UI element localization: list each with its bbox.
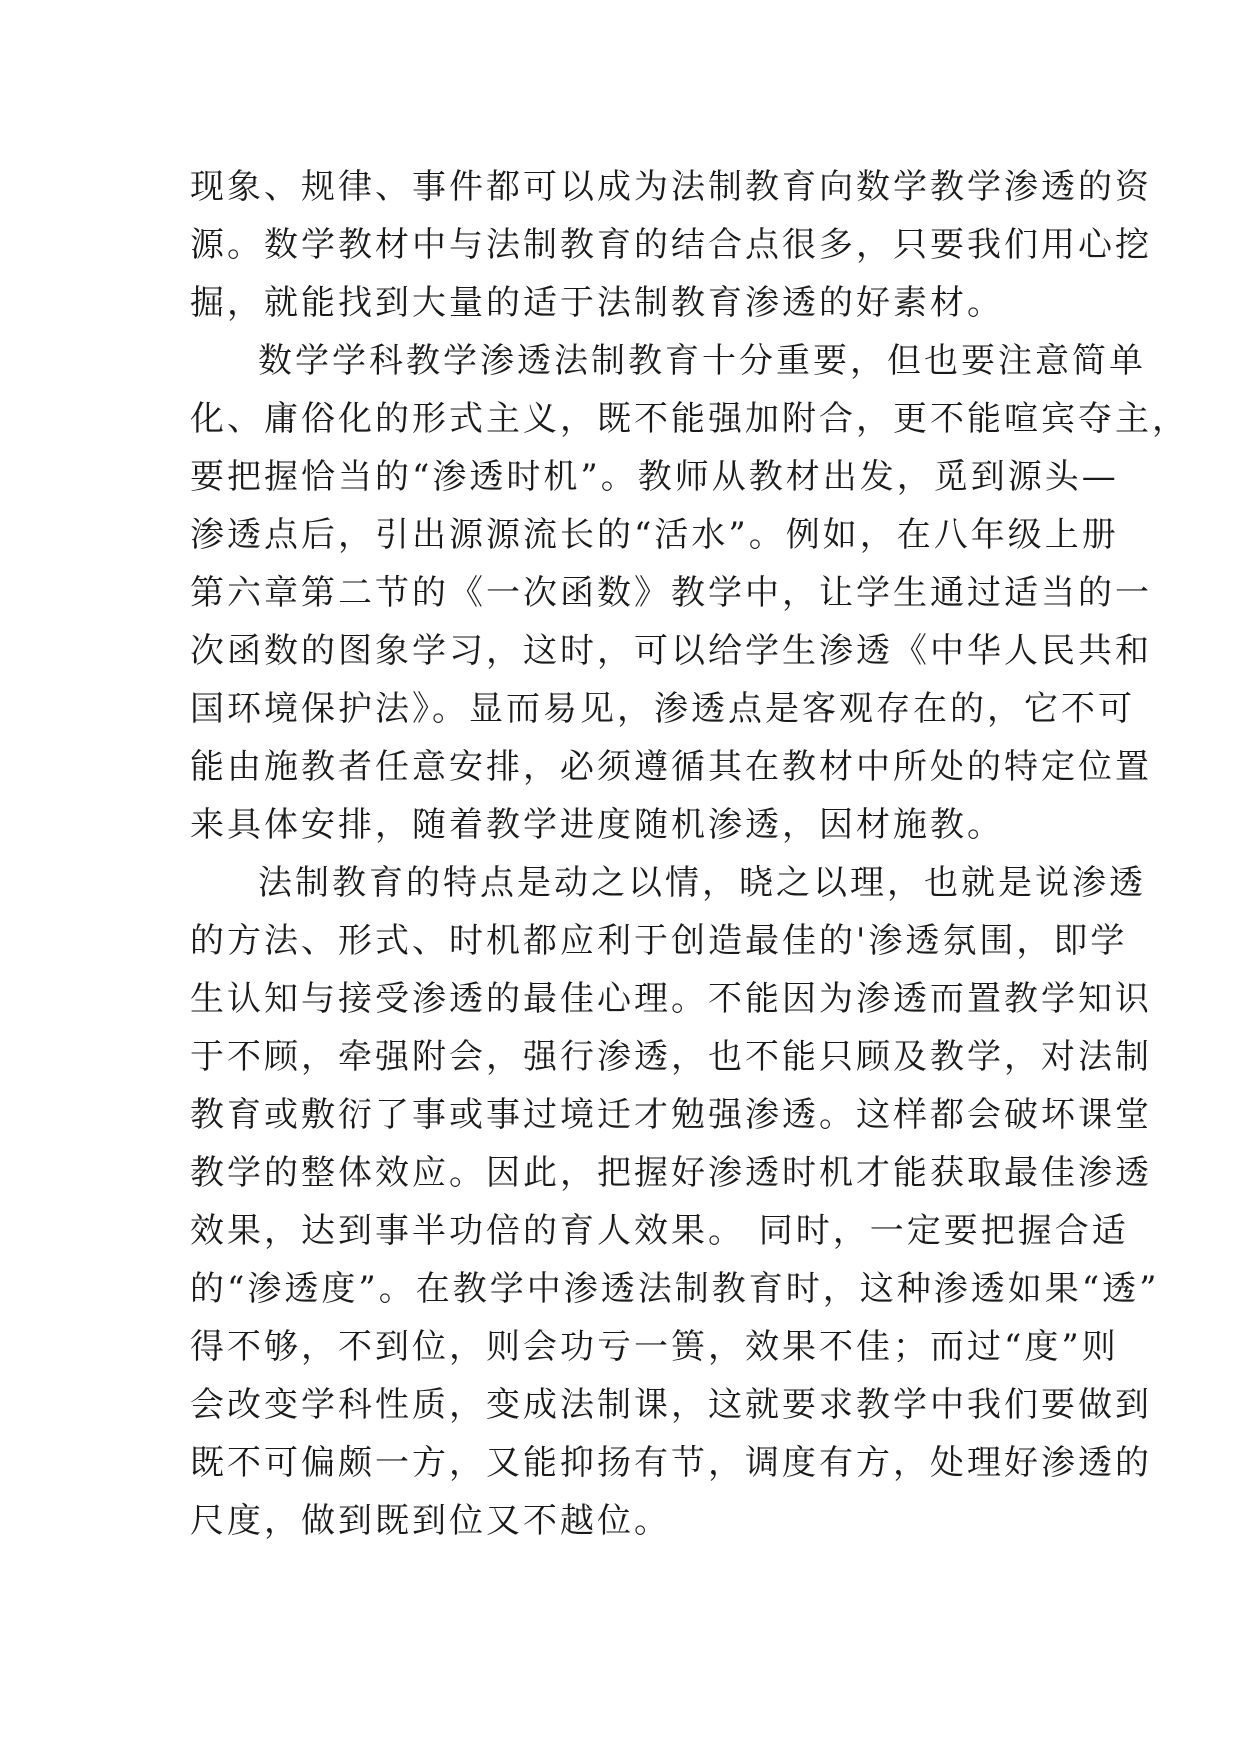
text-line: 渗透点后，引出源源流长的“活水”。例如，在八年级上册 — [190, 515, 1119, 555]
text-line: 效果，达到事半功倍的育人效果。 同时，一定要把握合适 — [190, 1211, 1129, 1251]
text-line: 教育或敷衍了事或事过境迁才勉强渗透。这样都会破坏课堂 — [190, 1095, 1152, 1135]
text-line: 教学的整体效应。因此，把握好渗透时机才能获取最佳渗透 — [190, 1153, 1152, 1193]
text-line: 国环境保护法》。显而易见，渗透点是客观存在的，它不可 — [190, 689, 1135, 729]
text-line: 既不可偏颇一方，又能抑扬有节，调度有方，处理好渗透的 — [190, 1443, 1152, 1483]
text-line: 的“渗透度”。在教学中渗透法制教育时，这种渗透如果“透” — [190, 1269, 1160, 1309]
text-line: 会改变学科性质，变成法制课，这就要求教学中我们要做到 — [190, 1385, 1152, 1425]
text-line: 来具体安排，随着教学进度随机渗透，因材施教。 — [190, 805, 1004, 845]
text-line: 得不够，不到位，则会功亏一篑，效果不佳；而过“度”则 — [190, 1327, 1119, 1367]
paragraph — [190, 332, 1189, 854]
text-line: 现象、规律、事件都可以成为法制教育向数学教学渗透的资 — [190, 167, 1152, 207]
text-line: 于不顾，牵强附会，强行渗透，也不能只顾及教学，对法制 — [190, 1037, 1152, 1077]
text-line: 要把握恰当的“渗透时机”。教师从教材出发，觅到源头— — [190, 457, 1119, 497]
text-line: 次函数的图象学习，这时，可以给学生渗透《中华人民共和 — [190, 631, 1152, 671]
text-line: 生认知与接受渗透的最佳心理。不能因为渗透而置教学知识 — [190, 979, 1152, 1019]
text-line: 第六章第二节的《一次函数》教学中，让学生通过适当的一 — [190, 573, 1152, 613]
text-line: 尺度，做到既到位又不越位。 — [190, 1501, 671, 1541]
text-line: 化、庸俗化的形式主义，既不能强加附合，更不能喧宾夺主， — [190, 399, 1189, 439]
document-body — [190, 158, 1189, 1550]
text-line: 源。数学教材中与法制教育的结合点很多，只要我们用心挖 — [190, 225, 1152, 265]
text-line: 数学学科教学渗透法制教育十分重要，但也要注意简单 — [258, 341, 1146, 381]
text-line: 掘，就能找到大量的适于法制教育渗透的好素材。 — [190, 283, 1004, 323]
text-line: 的方法、形式、时机都应利于创造最佳的'渗透氛围，即学 — [190, 921, 1128, 961]
paragraph — [190, 854, 1160, 1550]
paragraph — [190, 158, 1152, 332]
text-line: 法制教育的特点是动之以情，晓之以理，也就是说渗透 — [258, 863, 1146, 903]
text-line: 能由施教者任意安排，必须遵循其在教材中所处的特定位置 — [190, 747, 1152, 787]
